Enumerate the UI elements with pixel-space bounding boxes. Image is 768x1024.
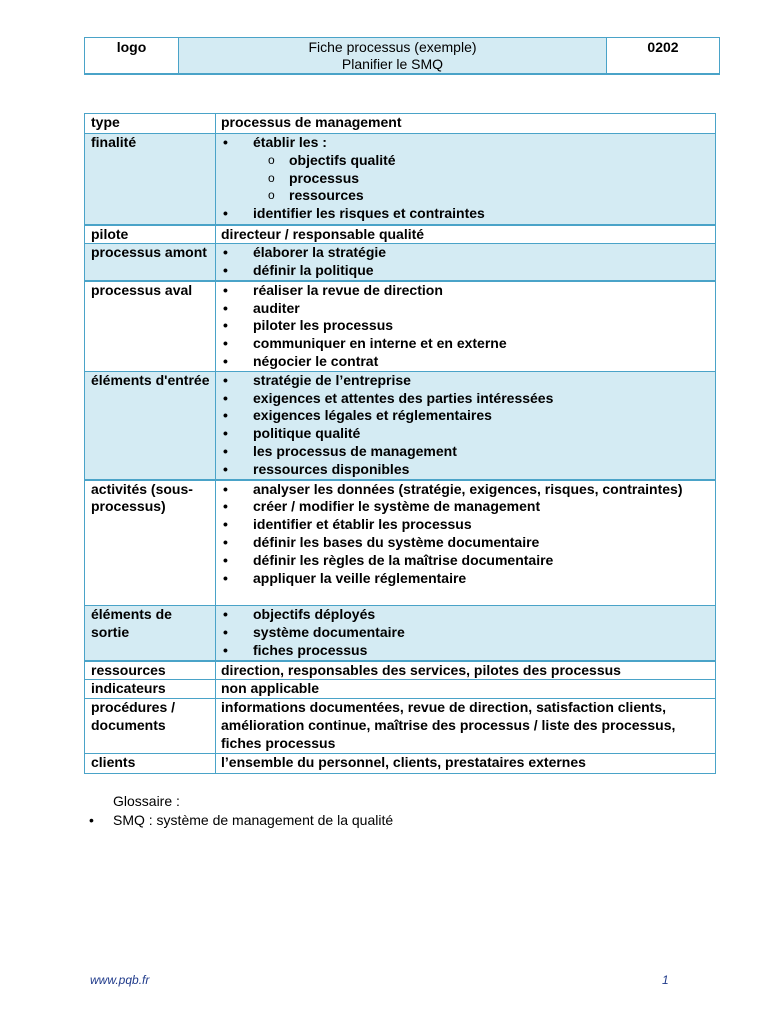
list-item: • définir la politique xyxy=(221,262,710,280)
value-type: processus de management xyxy=(216,114,716,134)
list-item: • définir les bases du système documentaire xyxy=(221,534,710,552)
list-item: • établir les : xyxy=(221,134,710,152)
process-table xyxy=(84,113,716,774)
glossary-title: Glossaire : xyxy=(113,793,180,809)
title-line-2: Planifier le SMQ xyxy=(341,56,444,72)
list-item: • exigences et attentes des parties intéressées xyxy=(221,390,710,408)
value-aval xyxy=(216,281,716,371)
title-cell xyxy=(179,38,607,75)
value-activites xyxy=(216,480,716,606)
sub-list-item: o objectifs qualité xyxy=(221,152,710,170)
value-amont xyxy=(216,244,716,281)
page-number: 1 xyxy=(662,973,669,987)
sub-list-item: o processus xyxy=(221,170,710,188)
list-item: • ressources disponibles xyxy=(221,461,710,479)
row-amont xyxy=(85,244,716,281)
label-type: type xyxy=(85,114,216,134)
label-sortie: éléments de sortie xyxy=(85,606,216,661)
list-item: • réaliser la revue de direction xyxy=(221,282,710,300)
value-pilote: directeur / responsable qualité xyxy=(216,225,716,244)
code-cell: 0202 xyxy=(607,38,720,75)
list-item: • analyser les données (stratégie, exigences, risques, contraintes) xyxy=(221,481,710,499)
list-item: • piloter les processus xyxy=(221,317,710,335)
list-item: • appliquer la veille réglementaire xyxy=(221,570,710,588)
row-pilote xyxy=(85,225,716,244)
row-finalite xyxy=(85,134,716,225)
list-item: • auditer xyxy=(221,300,710,318)
row-indicateurs xyxy=(85,680,716,699)
value-sortie xyxy=(216,606,716,661)
list-item: • fiches processus xyxy=(221,642,710,660)
value-finalite xyxy=(216,134,716,225)
row-ressources xyxy=(85,661,716,680)
list-item: • les processus de management xyxy=(221,443,710,461)
value-indicateurs: non applicable xyxy=(216,680,716,699)
label-ressources: ressources xyxy=(85,661,216,680)
logo-cell: logo xyxy=(85,38,179,75)
glossary-bullet: • xyxy=(89,812,94,828)
row-sortie xyxy=(85,606,716,661)
label-procedures: procédures / documents xyxy=(85,699,216,754)
glossary-item xyxy=(89,812,393,828)
label-amont: processus amont xyxy=(85,244,216,281)
label-finalite: finalité xyxy=(85,134,216,225)
list-item: • identifier et établir les processus xyxy=(221,516,710,534)
list-item: • négocier le contrat xyxy=(221,353,710,371)
list-item: • système documentaire xyxy=(221,624,710,642)
row-procedures xyxy=(85,699,716,754)
list-item: • identifier les risques et contraintes xyxy=(221,205,710,223)
glossary-text: SMQ : système de management de la qualité xyxy=(113,812,394,828)
sub-list-item: o ressources xyxy=(221,187,710,205)
header-table xyxy=(84,37,720,75)
footer-website-link[interactable]: www.pqb.fr xyxy=(90,973,150,987)
list-item: • exigences légales et réglementaires xyxy=(221,407,710,425)
row-activites xyxy=(85,480,716,606)
value-ressources: direction, responsables des services, pilotes des processus xyxy=(216,661,716,680)
list-item: • définir les règles de la maîtrise documentaire xyxy=(221,552,710,570)
value-procedures: informations documentées, revue de direction, satisfaction clients, amélioration continue, maîtrise des processus / liste des processus, fiches processus xyxy=(216,699,716,754)
row-aval xyxy=(85,281,716,371)
row-type xyxy=(85,114,716,134)
title-line-1: Fiche processus (exemple) xyxy=(308,39,477,55)
list-item: • objectifs déployés xyxy=(221,606,710,624)
list-item: • communiquer en interne et en externe xyxy=(221,335,710,353)
label-indicateurs: indicateurs xyxy=(85,680,216,699)
label-pilote: pilote xyxy=(85,225,216,244)
value-clients: l’ensemble du personnel, clients, prestataires externes xyxy=(216,754,716,774)
list-item: • stratégie de l’entreprise xyxy=(221,372,710,390)
label-entree: éléments d'entrée xyxy=(85,371,216,479)
value-entree xyxy=(216,371,716,479)
list-item: • créer / modifier le système de management xyxy=(221,498,710,516)
label-clients: clients xyxy=(85,754,216,774)
row-clients xyxy=(85,754,716,774)
label-activites: activités (sous-processus) xyxy=(85,480,216,606)
label-aval: processus aval xyxy=(85,281,216,371)
row-entree xyxy=(85,371,716,479)
list-item: • élaborer la stratégie xyxy=(221,244,710,262)
list-item: • politique qualité xyxy=(221,425,710,443)
